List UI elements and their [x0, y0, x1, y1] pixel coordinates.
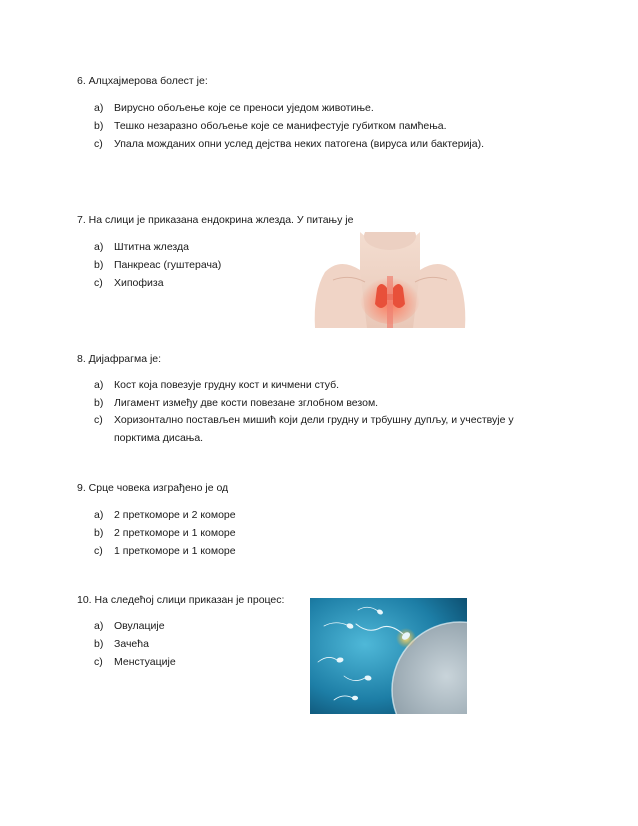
fertilization-image	[310, 598, 467, 714]
option-text: Панкреас (гуштерача)	[114, 259, 222, 271]
option-text: Менстуације	[114, 656, 176, 668]
option-letter: a)	[94, 379, 104, 391]
option-text: 2 преткоморе и 1 коморе	[114, 527, 236, 539]
option-letter: a)	[94, 620, 104, 632]
option-text: Овулације	[114, 620, 165, 632]
question-9-option-c[interactable]	[94, 545, 236, 557]
option-letter: a)	[94, 509, 104, 521]
option-letter: c)	[94, 656, 103, 668]
question-7-stem: 7. На слици је приказана ендокрина жлезда. У питању је	[77, 214, 354, 226]
question-9-option-a[interactable]	[94, 509, 236, 521]
question-6-stem: 6. Алцхајмерова болест је:	[77, 75, 208, 87]
option-letter: b)	[94, 259, 104, 271]
question-8-option-a[interactable]	[94, 379, 339, 391]
option-letter: c)	[94, 277, 103, 289]
question-6-option-c[interactable]	[94, 138, 484, 150]
option-text: Хоризонтално постављен мишић који дели грудну и трбушну дупљу, и учествује у порктима дисања.	[114, 414, 514, 444]
option-letter: c)	[94, 138, 103, 150]
option-text: Штитна жлезда	[114, 241, 189, 253]
question-7-option-b[interactable]	[94, 259, 221, 271]
option-text: Кост која повезује грудну кост и кичмени стуб.	[114, 379, 340, 391]
option-text: Зачећа	[114, 638, 149, 650]
option-text: Лигамент између две кости повезане зглобном везом.	[114, 397, 379, 409]
option-letter: b)	[94, 638, 104, 650]
option-letter: c)	[94, 414, 103, 426]
question-7-option-a[interactable]	[94, 241, 189, 253]
thyroid-neck-photo	[305, 232, 475, 328]
question-8-stem: 8. Дијафрагма је:	[77, 353, 162, 365]
option-letter: a)	[94, 241, 104, 253]
question-9-option-b[interactable]	[94, 527, 236, 539]
option-letter: b)	[94, 120, 104, 132]
question-10-stem: 10. На следећој слици приказан је процес:	[77, 594, 285, 606]
question-8-option-b[interactable]	[94, 397, 378, 409]
option-text: Вирусно обољење које се преноси уједом животиње.	[114, 102, 374, 114]
question-8-option-c[interactable]	[94, 411, 524, 447]
question-7-option-c[interactable]	[94, 277, 164, 289]
option-text: Тешко незаразно обољење које се манифестује губитком памћења.	[114, 120, 447, 132]
option-letter: a)	[94, 102, 104, 114]
option-letter: c)	[94, 545, 103, 557]
thyroid-image	[305, 232, 475, 328]
option-text: Хипофиза	[114, 277, 164, 289]
question-9-stem: 9. Срце човека изграђено је од	[77, 482, 229, 494]
question-6-option-b[interactable]	[94, 120, 447, 132]
question-10-option-a[interactable]	[94, 620, 165, 632]
question-6-option-a[interactable]	[94, 102, 374, 114]
option-text: 1 преткоморе и 1 коморе	[114, 545, 236, 557]
sperm-egg-photo	[310, 598, 467, 714]
option-text: Упала мождaних опни услед дејства неких патогена (вируса или бактерија).	[114, 138, 485, 150]
question-10-option-c[interactable]	[94, 656, 176, 668]
option-letter: b)	[94, 397, 104, 409]
question-10-option-b[interactable]	[94, 638, 149, 650]
option-text: 2 преткоморе и 2 коморе	[114, 509, 236, 521]
option-letter: b)	[94, 527, 104, 539]
